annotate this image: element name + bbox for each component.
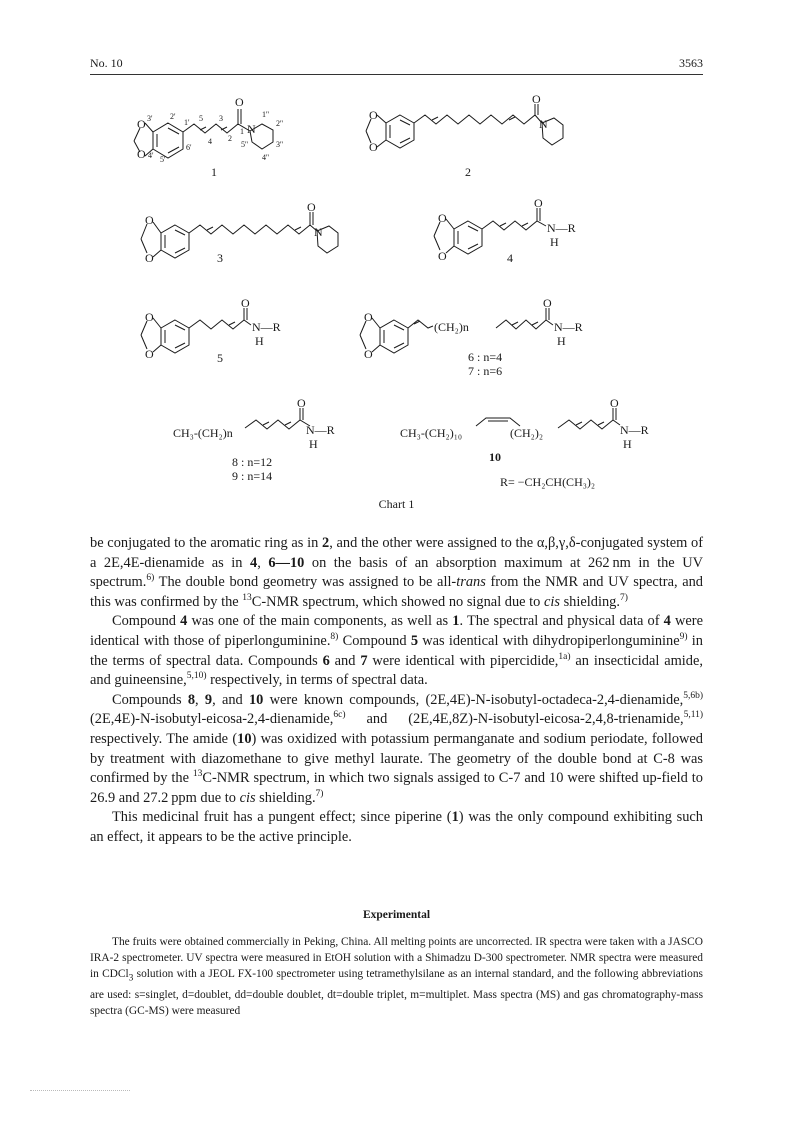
chart-1-structures [0, 80, 793, 520]
compound-number: 8 : n=12 [232, 455, 273, 469]
structure-2 [366, 104, 563, 148]
chain-group: (CH₂)₂ [510, 426, 544, 440]
amide-nr: N—R [547, 221, 576, 235]
o-atom: O [137, 117, 146, 131]
amide-nr: N—R [554, 320, 583, 334]
locant: 5' [160, 155, 166, 164]
o-atom: O [241, 296, 250, 310]
o-atom: O [534, 196, 543, 210]
locant: 4' [148, 151, 154, 160]
h-atom: H [623, 437, 632, 451]
compound-number: 10 [489, 450, 501, 464]
o-atom: O [369, 108, 378, 122]
h-atom: H [255, 334, 264, 348]
header-rule [90, 74, 703, 75]
alkyl-chain: CH₃-(CH₂)n [173, 426, 233, 440]
compound-number: 1 [211, 165, 217, 179]
locant: 6' [186, 143, 192, 152]
compound-number: 4 [507, 251, 513, 265]
o-atom: O [610, 396, 619, 410]
locant: 1'' [262, 110, 269, 119]
o-atom: O [307, 200, 316, 214]
compound-number: 7 : n=6 [468, 364, 503, 378]
footer-rule [30, 1090, 130, 1091]
structure-3 [141, 212, 338, 258]
o-atom: O [235, 95, 244, 109]
locant: 3'' [276, 140, 283, 149]
section-heading: Experimental [362, 909, 431, 921]
page-header [90, 56, 703, 74]
locant: 3 [219, 114, 223, 123]
paragraph: Compounds 8, 9, and 10 were known compounds, (2E,4E)-N-isobutyl-octadeca-2,4-dienamide,$^{5,6b)}$ (2E,4E)-N-isobutyl-eicosa-2,4-dienamide,$^{6c)}$ and (2E,4E,8Z)-N-isobutyl-eicosa-2,4,8-trienamide,$^{5,11)}$ respectively. The amide (10) was oxidized with potassium permanganate and sodium periodate, followed by treatment with diazomethane to give methyl laurate. The geometry of the double bond at C-8 was confirmed by the $^{13}$C-NMR spectrum, in which two signals assiged to C-7 and 10 were shifted up-field to 26.9 and 27.2 ppm due to cis shielding.$^{7)}$ [90, 690, 703, 806]
paragraph: The fruits were obtained commercially in Peking, China. All melting points are uncorrected. IR spectra were taken with a JASCO IRA-2 spectrometer. UV spectra were measured in EtOH solution with a Shimadzu D-300 spectrometer. NMR spectra were measured in CDCl$_3$ solution with a JEOL FX-100 spectrometer using tetramethylsilane as an internal standard, and the following abbreviations are used: s=singlet, d=doublet, dd=double doublet, dt=double triplet, m=multiplet. Mass spectra (MS) and gas chromatography-mass spectra (GC-MS) were measured [90, 936, 703, 1018]
locant: 3' [147, 114, 153, 123]
locant: 2 [228, 134, 232, 143]
locant: 5 [199, 114, 203, 123]
structure-5 [141, 308, 251, 353]
n-atom: N [314, 225, 323, 239]
locant: 1 [240, 127, 244, 136]
page-number: 3563 [679, 56, 703, 70]
o-atom: O [532, 92, 541, 106]
compound-number: 5 [217, 351, 223, 365]
o-atom: O [438, 249, 447, 263]
compound-number: 6 : n=4 [468, 350, 503, 364]
paragraph: be conjugated to the aromatic ring as in 2, and the other were assigned to the α,β,γ,δ-conjugated system of a 2E,4E-dienamide as in 4, 6—10 on the basis of an absorption maximum at 262 nm in the UV spectrum.$^{6)}$ The double bond geometry was assigned to be all-trans from the NMR and UV spectra, and this was confirmed by the $^{13}$C-NMR spectrum, which showed no signal due to cis shielding.$^{7)}$ [90, 535, 703, 610]
o-atom: O [438, 211, 447, 225]
o-atom: O [364, 347, 373, 361]
locant: 5'' [241, 140, 248, 149]
locant: 1' [184, 118, 190, 127]
o-atom: O [145, 213, 154, 227]
n-atom: N [247, 122, 256, 136]
locant: 2'' [276, 119, 283, 128]
o-atom: O [364, 310, 373, 324]
alkyl-chain: CH₃-(CH₂)₁₀ [400, 426, 463, 440]
r-definition: R= −CH₂CH(CH₃)₂ [500, 475, 596, 489]
chain-group: (CH₂)n [434, 320, 469, 334]
n-atom: N [539, 117, 548, 131]
h-atom: H [550, 235, 559, 249]
body-text [90, 534, 703, 848]
h-atom: H [557, 334, 566, 348]
issue-number: No. 10 [90, 56, 123, 70]
o-atom: O [543, 296, 552, 310]
locant: 2' [170, 112, 176, 121]
locant: 4 [208, 137, 212, 146]
o-atom: O [145, 310, 154, 324]
compound-number: 2 [465, 165, 471, 179]
o-atom: O [297, 396, 306, 410]
structure-4 [434, 208, 546, 254]
o-atom: O [145, 251, 154, 265]
structure-8-9 [245, 408, 310, 429]
locant: 4'' [262, 153, 269, 162]
chart-caption: Chart 1 [378, 497, 415, 511]
amide-nr: N—R [252, 320, 281, 334]
amide-nr: N—R [620, 423, 649, 437]
amide-nr: N—R [306, 423, 335, 437]
experimental-text [90, 934, 703, 1019]
structure-10 [476, 408, 620, 429]
o-atom: O [145, 347, 154, 361]
paragraph: Compound 4 was one of the main components, as well as 1. The spectral and physical data of 4 were identical with those of piperlonguminine.$^{8)}$ Compound 5 was identical with dihydropiperlonguminine$^{9)}$ in the terms of spectral data. Compounds 6 and 7 were identical with pipercidide,$^{1a)}$ an insecticidal amide, and guineensine,$^{5,10)}$ respectively, in terms of spectral data. [90, 613, 703, 689]
compound-number: 3 [217, 251, 223, 265]
paragraph: This medicinal fruit has a pungent effect; since piperine (1) was the only compound exhibiting such an effect, it appears to be the active principle. [90, 809, 703, 845]
o-atom: O [369, 140, 378, 154]
o-atom: O [137, 147, 146, 161]
h-atom: H [309, 437, 318, 451]
compound-number: 9 : n=14 [232, 469, 273, 483]
